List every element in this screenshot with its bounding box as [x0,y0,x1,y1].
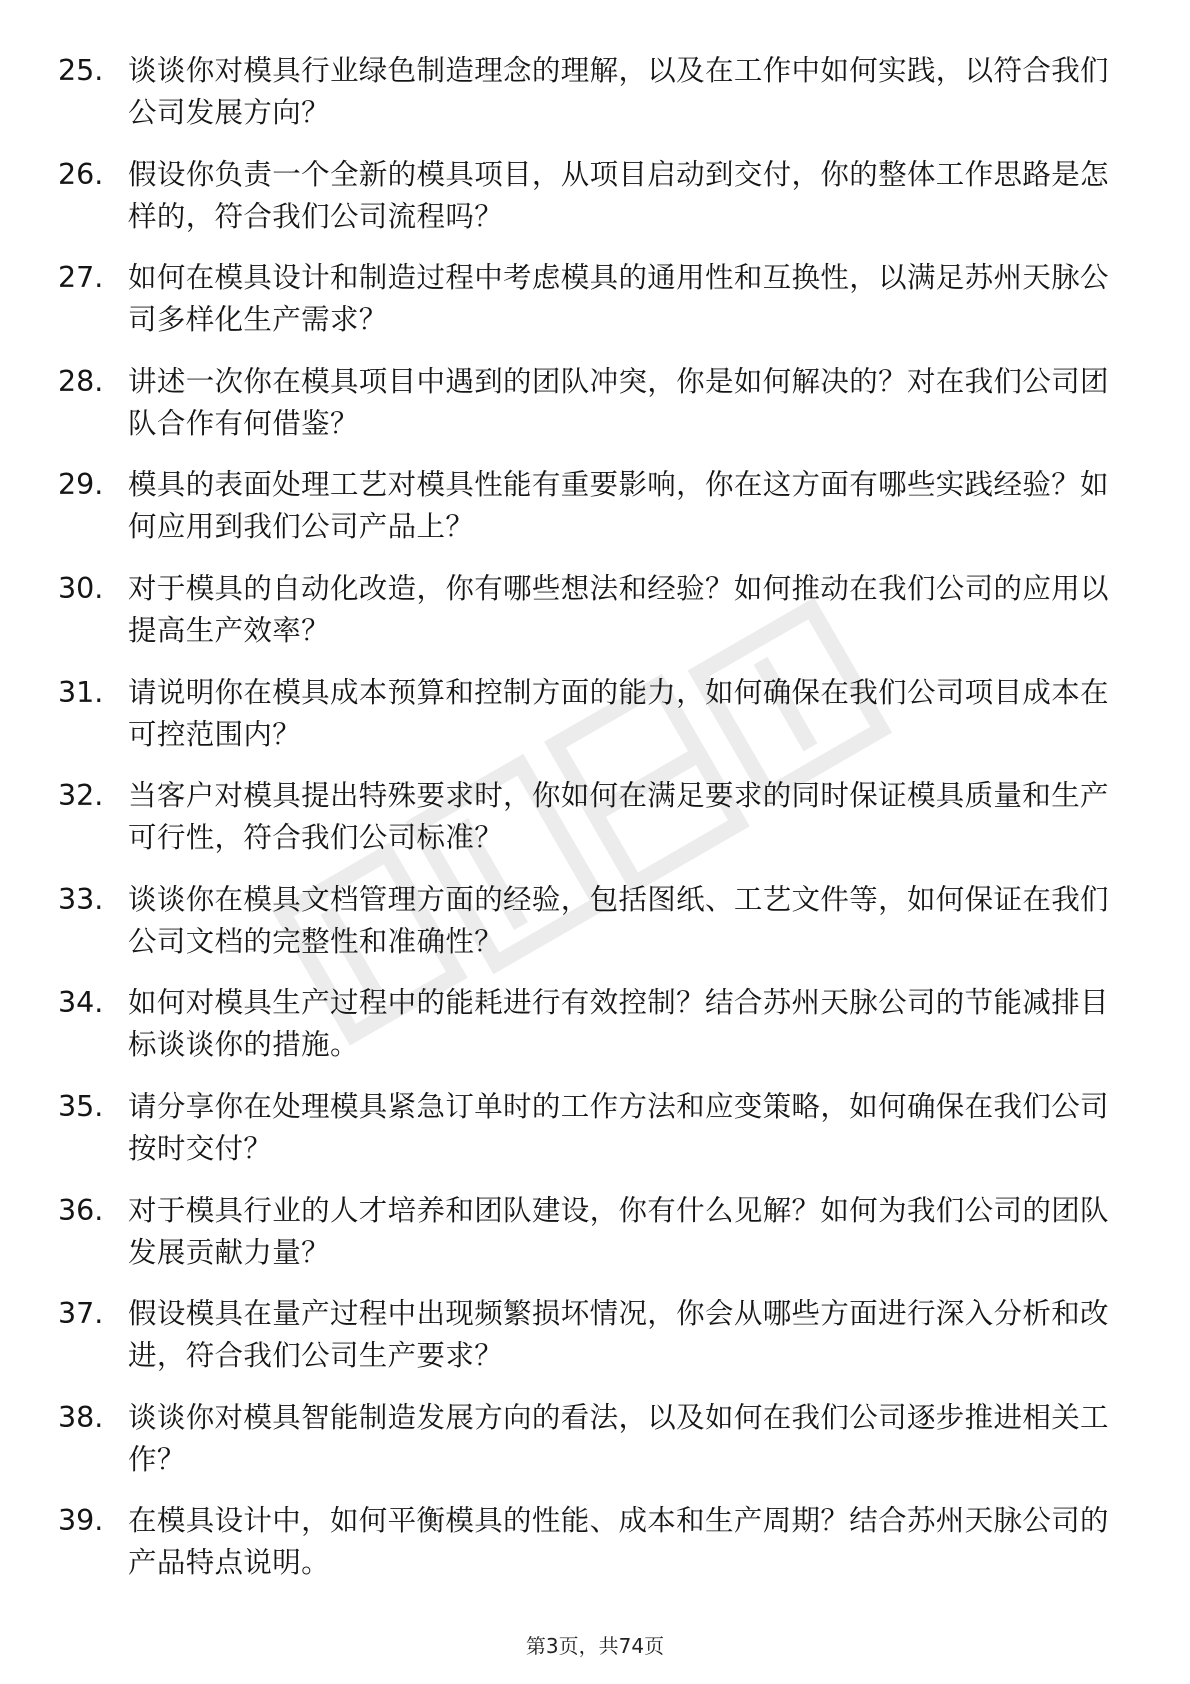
question-text: 谈谈你在模具文档管理方面的经验，包括图纸、工艺文件等，如何保证在我们公司文档的完整性和准确性？ [128,882,1109,958]
question-text: 谈谈你对模具智能制造发展方向的看法，以及如何在我们公司逐步推进相关工作？ [128,1400,1109,1476]
question-item [0,775,1190,879]
question-text: 在模具设计中，如何平衡模具的性能、成本和生产周期？结合苏州天脉公司的产品特点说明。 [128,1504,1109,1580]
question-item [0,1397,1190,1501]
question-item [0,464,1190,568]
question-number: 36. [58,1193,104,1227]
question-number: 30. [58,571,104,605]
question-text: 讲述一次你在模具项目中遇到的团队冲突，你是如何解决的？对在我们公司团队合作有何借鉴？ [128,364,1109,440]
question-item [0,1293,1190,1397]
question-text: 当客户对模具提出特殊要求时，你如何在满足要求的同时保证模具质量和生产可行性，符合我们公司标准？ [128,779,1109,855]
question-text: 模具的表面处理工艺对模具性能有重要影响，你在这方面有哪些实践经验？如何应用到我们公司产品上？ [128,468,1109,544]
question-number: 32. [58,779,104,813]
question-text: 对于模具的自动化改造，你有哪些想法和经验？如何推动在我们公司的应用以提高生产效率？ [128,571,1109,647]
question-item [0,982,1190,1086]
question-number: 35. [58,1089,104,1123]
question-item [0,1086,1190,1190]
question-item [0,879,1190,983]
question-text: 如何对模具生产过程中的能耗进行有效控制？结合苏州天脉公司的节能减排目标谈谈你的措施。 [128,986,1109,1062]
question-number: 34. [58,986,104,1020]
question-text: 如何在模具设计和制造过程中考虑模具的通用性和互换性，以满足苏州天脉公司多样化生产需求？ [128,261,1109,337]
question-number: 28. [58,364,104,398]
question-number: 38. [58,1400,104,1434]
question-text: 假设模具在量产过程中出现频繁损坏情况，你会从哪些方面进行深入分析和改进，符合我们公司生产要求？ [128,1297,1109,1373]
question-item [0,1500,1190,1604]
question-item [0,50,1190,154]
question-number: 33. [58,882,104,916]
question-item [0,1190,1190,1294]
page-footer: 第3页，共74页 [525,1634,665,1658]
question-text: 谈谈你对模具行业绿色制造理念的理解，以及在工作中如何实践，以符合我们公司发展方向？ [128,54,1109,129]
question-number: 31. [58,675,104,709]
question-item [0,672,1190,776]
question-list [0,50,1190,1604]
question-item [0,154,1190,258]
question-text: 假设你负责一个全新的模具项目，从项目启动到交付，你的整体工作思路是怎样的，符合我们公司流程吗？ [128,157,1109,233]
question-text: 请说明你在模具成本预算和控制方面的能力，如何确保在我们公司项目成本在可控范围内？ [128,675,1109,751]
question-number: 37. [58,1297,104,1331]
question-item [0,361,1190,465]
question-number: 26. [58,157,104,191]
question-item [0,568,1190,672]
question-item [0,257,1190,361]
question-number: 29. [58,468,104,502]
question-number: 27. [58,261,104,295]
question-text: 对于模具行业的人才培养和团队建设，你有什么见解？如何为我们公司的团队发展贡献力量？ [128,1193,1109,1269]
question-number: 25. [58,54,104,87]
question-number: 39. [58,1504,104,1538]
question-text: 请分享你在处理模具紧急订单时的工作方法和应变策略，如何确保在我们公司按时交付？ [128,1089,1109,1165]
